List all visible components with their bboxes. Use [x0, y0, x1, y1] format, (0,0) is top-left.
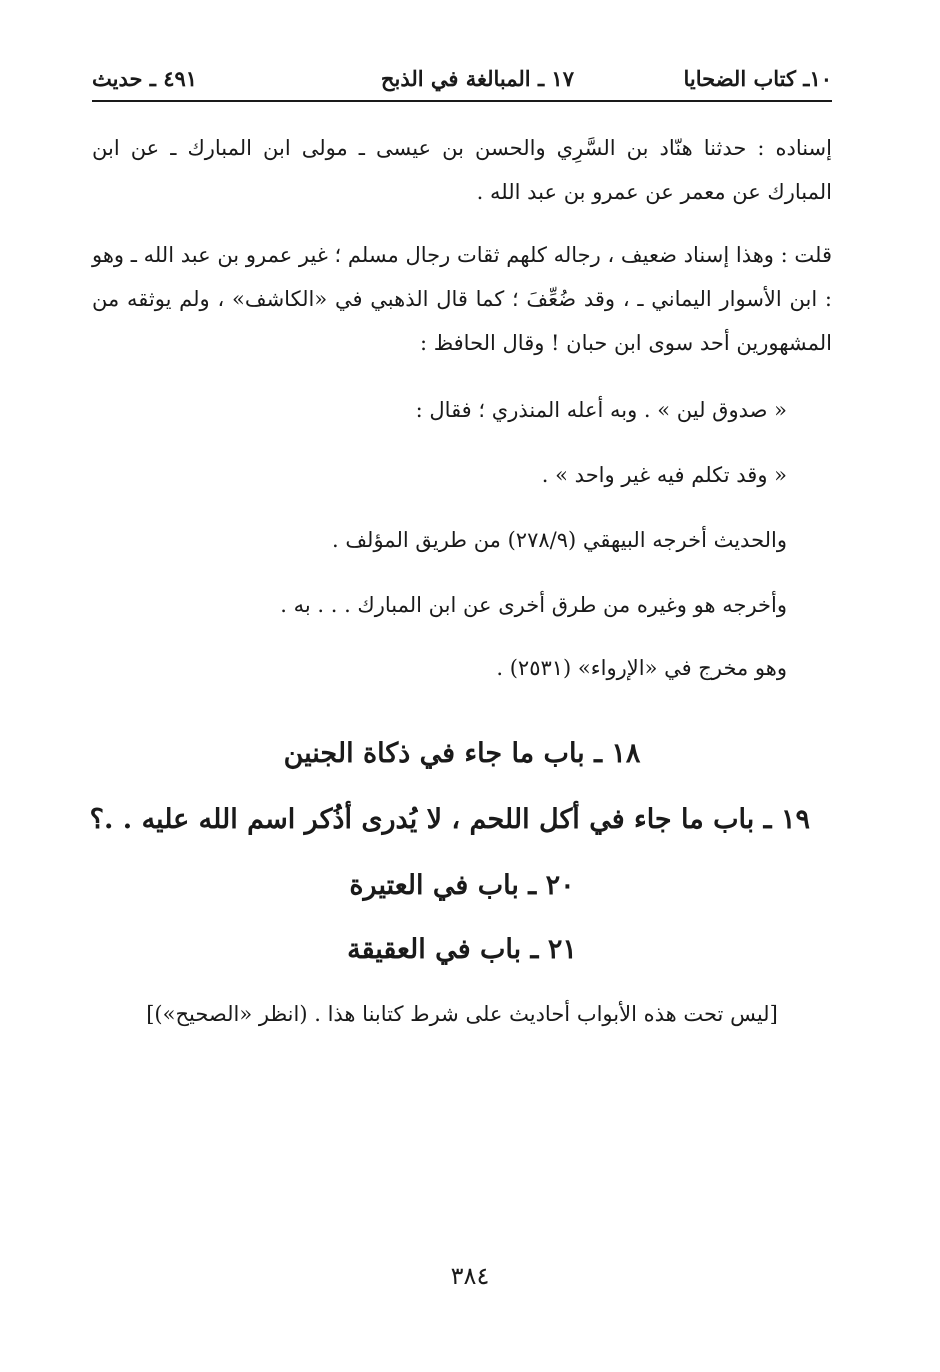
chapter-heading-19: ١٩ ـ باب ما جاء في أكل اللحم ، لا يُدرى أذُكر اسم الله عليه . .؟: [89, 804, 810, 835]
commentary-paragraph: قلت : وهذا إسناد ضعيف ، رجاله كلهم ثقات رجال مسلم ؛ غير عمرو بن عبد الله ـ وهو : ابن الأسوار اليماني ـ ، وقد ضُعِّفَ ؛ كما قال الذهبي في «الكاشف» ، ولم يوثقه من المشهورين أحد سوى ابن حبان ! وقال الحافظ :: [92, 243, 832, 355]
takhrij-line-1: والحديث أخرجه البيهقي (٢٧٨/٩) من طريق المؤلف .: [331, 528, 787, 552]
header-rule: [92, 100, 832, 102]
header-chapter-title: ١٠ـ كتاب الضحايا: [683, 66, 832, 91]
takhrij-line-3: وهو مخرج في «الإرواء» (٢٥٣١) .: [496, 656, 787, 680]
chapter-heading-21: ٢١ ـ باب في العقيقة: [347, 934, 577, 965]
header-hadith-number: ٤٩١ ـ حديث: [92, 66, 198, 91]
chapter-heading-20: ٢٠ ـ باب في العتيرة: [349, 870, 575, 901]
header-section-title: ١٧ ـ المبالغة في الذبح: [380, 66, 574, 91]
chapter-heading-18: ١٨ ـ باب ما جاء في ذكاة الجنين: [283, 738, 641, 769]
quote-line-2: « وقد تكلم فيه غير واحد » .: [541, 463, 787, 487]
page-number: ٣٨٤: [450, 1262, 490, 1290]
running-header: [92, 62, 832, 102]
takhrij-line-2: وأخرجه هو وغيره من طرق أخرى عن ابن المبارك . . . به .: [280, 593, 787, 617]
isnad-paragraph: إسناده : حدثنا هنّاد بن السَّرِي والحسن بن عيسى ـ مولى ابن المبارك ـ عن ابن المبارك عن معمر عن عمرو بن عبد الله .: [92, 136, 832, 204]
quote-line-1: « صدوق لين » . وبه أعله المنذري ؛ فقال :: [415, 398, 787, 422]
editor-note: [ليس تحت هذه الأبواب أحاديث على شرط كتابنا هذا . (انظر «الصحيح»)]: [146, 1002, 778, 1026]
